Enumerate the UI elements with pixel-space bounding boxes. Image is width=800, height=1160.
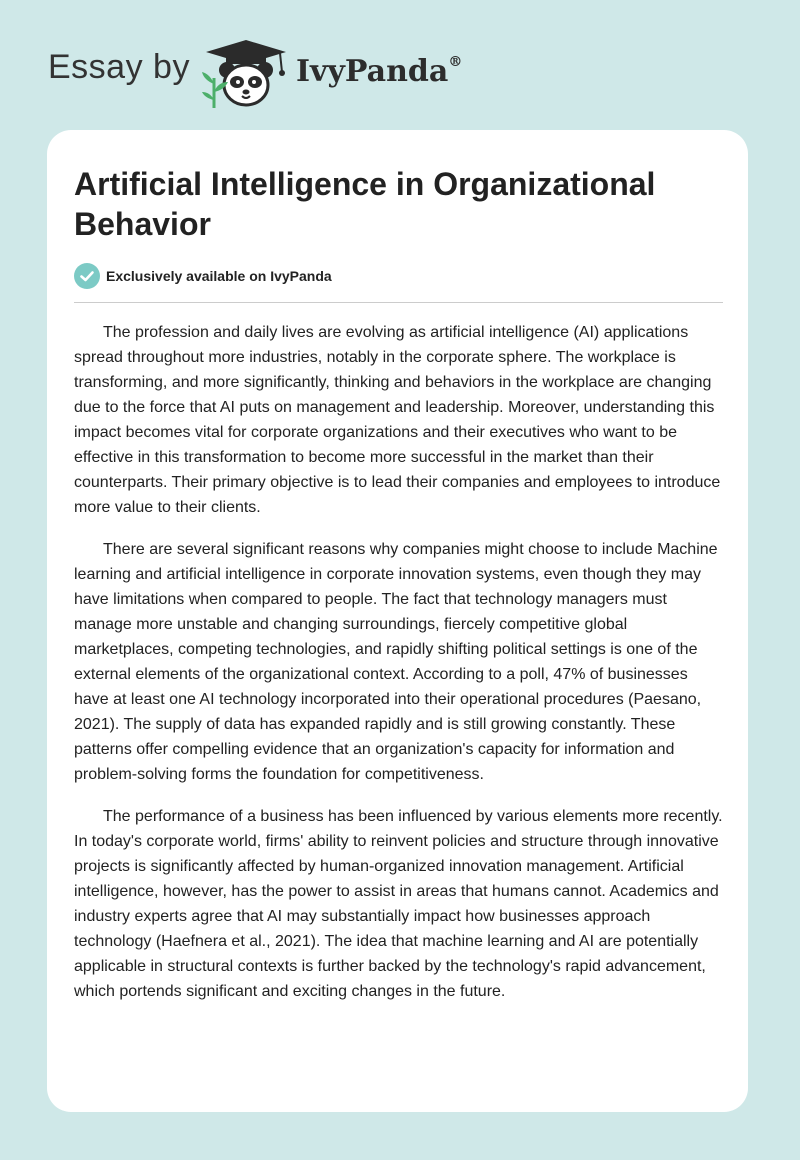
- brand-name-text: IvyPanda: [296, 54, 449, 89]
- paragraph: The profession and daily lives are evolving as artificial intelligence (AI) applications spread throughout more industries, notably in the corporate sphere. The workplace is transforming, and more significantly, thinking and behaviors in the workplace are changing due to the force that AI puts on management and leadership. Moreover, understanding this impact becomes vital for corporate organizations and their executives who want to be effective in this transformation to become more successful in the market than their counterparts. Their primary objective is to lead their companies and employees to introduce more value to their clients.: [74, 324, 721, 516]
- brand-name[interactable]: [296, 54, 462, 89]
- paragraph: There are several significant reasons why companies might choose to include Machine learning and artificial intelligence in corporate innovation systems, even though they may have limitations when compared to people. The fact that technology managers must manage more unstable and changing surroundings, fiercely competitive global marketplaces, competing technologies, and rapidly shifting political settings is one of the external elements of the organizational context. According to a poll, 47% of businesses have at least one AI technology incorporated into their operational procedures (Paesano, 2021). The supply of data has expanded rapidly and is still growing constantly. These patterns offer compelling evidence that an organization's capacity for information and problem-solving forms the foundation for competitiveness.: [74, 541, 718, 783]
- essay-card: [47, 130, 748, 1112]
- site-header: [48, 38, 548, 108]
- check-circle-icon: [74, 263, 100, 289]
- registered-mark: ®: [448, 54, 463, 70]
- brand-prefix: Essay by: [48, 48, 190, 86]
- panda-graduate-icon[interactable]: [200, 38, 292, 110]
- exclusive-badge: [74, 263, 332, 289]
- page-title: Artificial Intelligence in Organizational Behavior: [74, 166, 656, 242]
- badge-label: Exclusively available on IvyPanda: [106, 268, 332, 284]
- divider: [74, 302, 723, 303]
- essay-body: [74, 320, 726, 1021]
- paragraph: The performance of a business has been influenced by various elements more recently. In today's corporate world, firms' ability to reinvent policies and structure through innovative projects is significantly affected by human-organized innovation management. Artificial intelligence, however, has the power to assist in areas that humans cannot. Academics and industry experts agree that AI may substantially impact how businesses approach technology (Haefnera et al., 2021). The idea that machine learning and AI are potentially applicable in structural contexts is further backed by the technology's rapid advancement, which portends significant and exciting changes in the future.: [74, 808, 723, 1000]
